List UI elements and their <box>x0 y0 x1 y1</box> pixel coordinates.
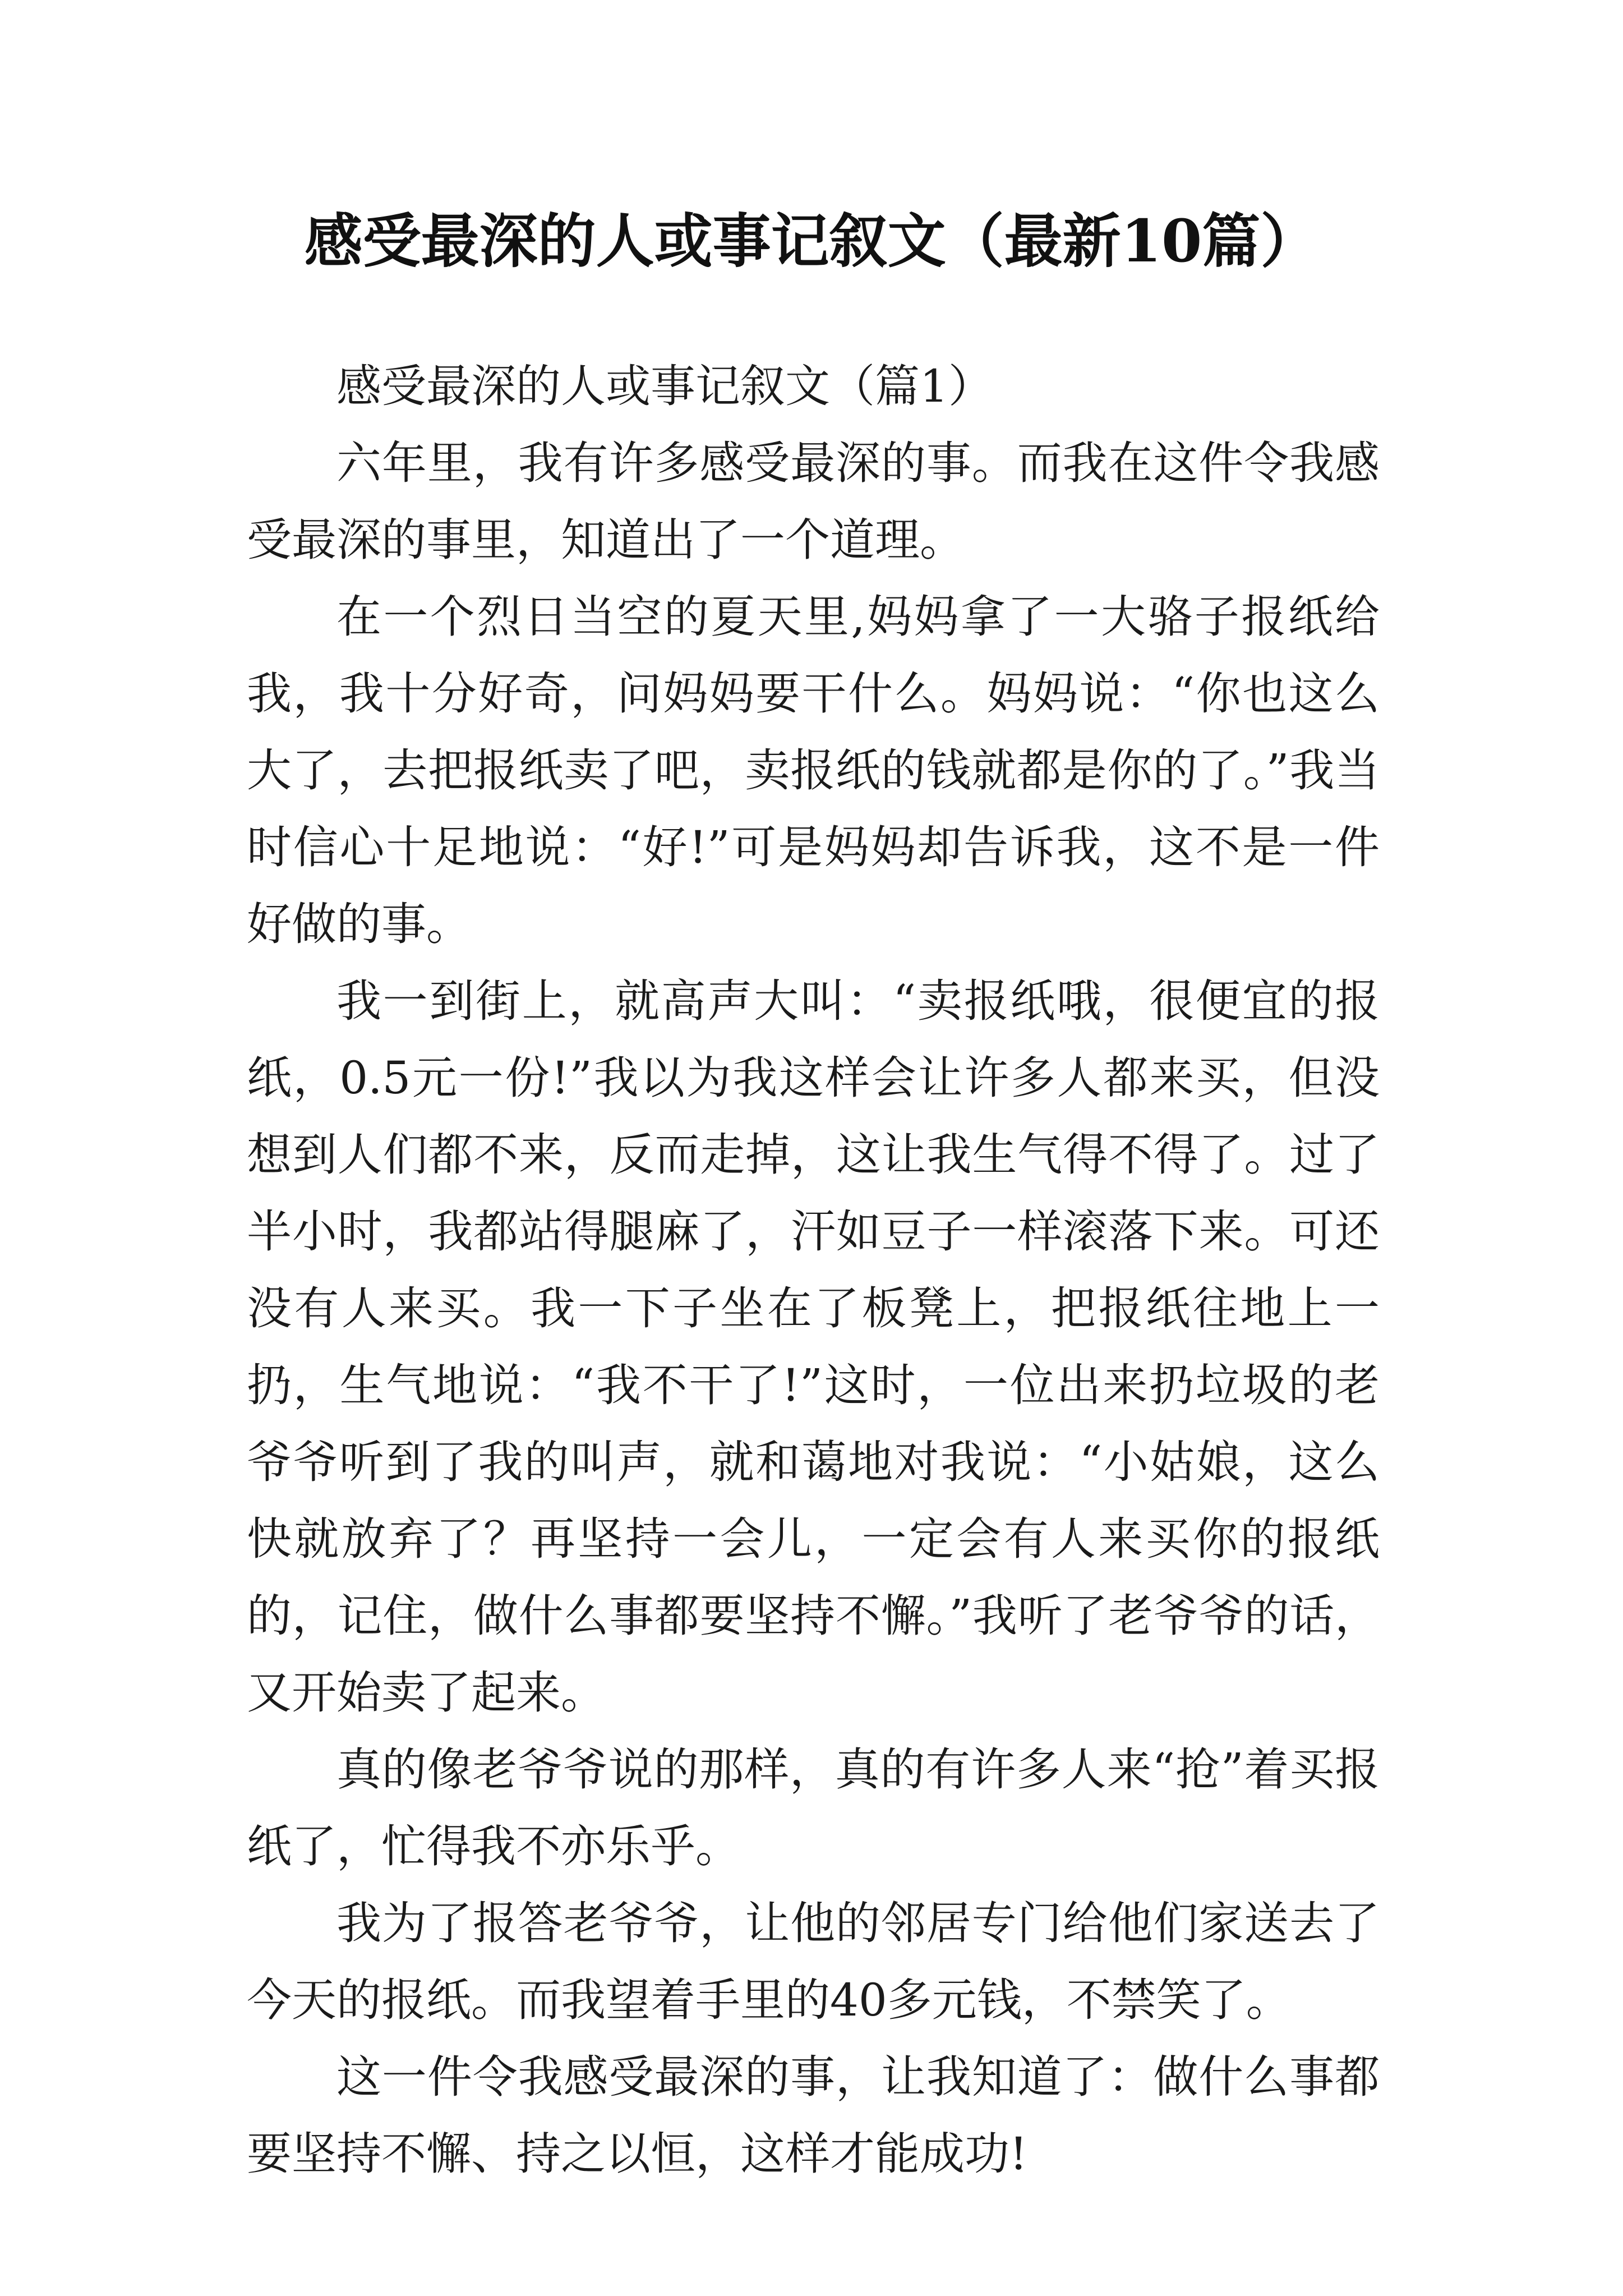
paragraph: 六年里，我有许多感受最深的事。而我在这件令我感受最深的事里，知道出了一个道理。 <box>247 437 1380 566</box>
document-body <box>247 348 1380 2192</box>
section-heading: 感受最深的人或事记叙文（篇1） <box>336 360 993 412</box>
paragraph: 真的像老爷爷说的那样，真的有许多人来“抢”着买报纸了，忙得我不亦乐乎。 <box>247 1743 1380 1872</box>
paragraph: 我一到街上，就高声大叫：“卖报纸哦，很便宜的报纸，0.5元一份!”我以为我这样会让许多人都来买，但没想到人们都不来，反而走掉，这让我生气得不得了。过了半小时，我都站得腿麻了，汗如豆子一样滚落下来。可还没有人来买。我一下子坐在了板凳上，把报纸往地上一扔，生气地说：“我不干了!”这时，一位出来扔垃圾的老爷爷听到了我的叫声，就和蔼地对我说：“小姑娘，这么快就放弃了？再坚持一会儿，一定会有人来买你的报纸的，记住，做什么事都要坚持不懈。”我听了老爷爷的话，又开始卖了起来。 <box>247 975 1380 1719</box>
paragraph: 我为了报答老爷爷，让他的邻居专门给他们家送去了今天的报纸。而我望着手里的40多元钱，不禁笑了。 <box>247 1897 1380 2026</box>
paragraph: 在一个烈日当空的夏天里,妈妈拿了一大骆子报纸给我，我十分好奇，问妈妈要干什么。妈妈说：“你也这么大了，去把报纸卖了吧，卖报纸的钱就都是你的了。”我当时信心十足地说：“好!”可是妈妈却告诉我，这不是一件好做的事。 <box>247 591 1380 950</box>
paragraph: 这一件令我感受最深的事，让我知道了：做什么事都要坚持不懈、持之以恒，这样才能成功! <box>247 2051 1380 2180</box>
document-title: 感受最深的人或事记叙文（最新10篇） <box>304 206 1319 275</box>
